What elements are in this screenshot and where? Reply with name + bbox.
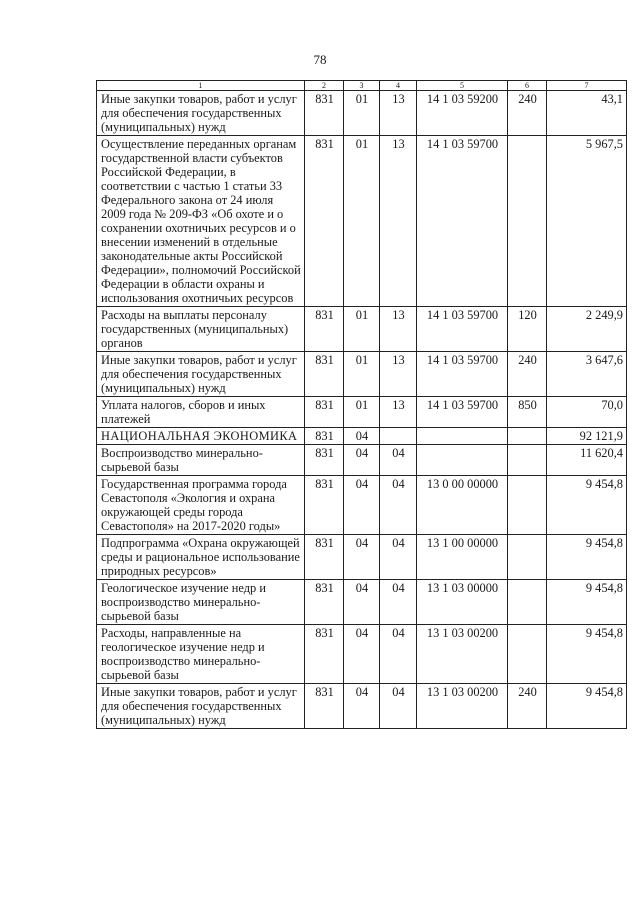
item-name-cell: Иные закупки товаров, работ и услуг для обеспечения государственных (муниципальных) нужд — [97, 352, 305, 397]
target-article-cell — [417, 445, 508, 476]
expense-type-cell: 120 — [508, 307, 547, 352]
item-name-cell: Иные закупки товаров, работ и услуг для обеспечения государственных (муниципальных) нужд — [97, 684, 305, 729]
target-article-cell: 13 0 00 00000 — [417, 476, 508, 535]
subsection-code-cell: 13 — [380, 352, 417, 397]
ministry-code-cell: 831 — [305, 580, 344, 625]
ministry-code-cell: 831 — [305, 428, 344, 445]
column-header: 2 — [305, 81, 344, 91]
subsection-code-cell: 13 — [380, 397, 417, 428]
target-article-cell — [417, 428, 508, 445]
item-name-cell: Подпрограмма «Охрана окружающей среды и рациональное использование природных ресурсов» — [97, 535, 305, 580]
item-name-cell: Воспроизводство минерально-сырьевой базы — [97, 445, 305, 476]
table-row — [97, 445, 627, 476]
expense-type-cell — [508, 535, 547, 580]
amount-cell: 9 454,8 — [547, 535, 627, 580]
item-name-cell: Государственная программа города Севастополя «Экология и охрана окружающей среды города Севастополя» на 2017-2020 годы» — [97, 476, 305, 535]
subsection-code-cell: 04 — [380, 445, 417, 476]
subsection-code-cell: 04 — [380, 535, 417, 580]
column-number-row — [97, 81, 627, 91]
target-article-cell: 13 1 03 00200 — [417, 684, 508, 729]
expense-type-cell: 240 — [508, 684, 547, 729]
column-header: 7 — [547, 81, 627, 91]
target-article-cell: 13 1 00 00000 — [417, 535, 508, 580]
item-name-cell: Геологическое изучение недр и воспроизводство минерально-сырьевой базы — [97, 580, 305, 625]
table-row — [97, 625, 627, 684]
item-name-cell: Расходы, направленные на геологическое изучение недр и воспроизводство минерально-сырьевой базы — [97, 625, 305, 684]
column-header: 3 — [344, 81, 380, 91]
amount-cell: 9 454,8 — [547, 476, 627, 535]
expense-type-cell — [508, 625, 547, 684]
subsection-code-cell: 04 — [380, 580, 417, 625]
ministry-code-cell: 831 — [305, 535, 344, 580]
section-code-cell: 04 — [344, 580, 380, 625]
item-name-cell: Иные закупки товаров, работ и услуг для обеспечения государственных (муниципальных) нужд — [97, 91, 305, 136]
subsection-code-cell: 04 — [380, 476, 417, 535]
column-header: 6 — [508, 81, 547, 91]
column-header: 5 — [417, 81, 508, 91]
ministry-code-cell: 831 — [305, 476, 344, 535]
item-name-cell: Уплата налогов, сборов и иных платежей — [97, 397, 305, 428]
table-row — [97, 397, 627, 428]
item-name-cell: Осуществление переданных органам государственной власти субъектов Российской Федерации, в соответствии с частью 1 статьи 33 Федерального закона от 24 июля 2009 года № 209-ФЗ «Об охоте и о сохранении охотничьих ресурсов и о внесении изменений в отдельные законодательные акты Российской Федерации», полномочий Российской Федерации в области охраны и использования охотничьих ресурсов — [97, 136, 305, 307]
expense-type-cell — [508, 445, 547, 476]
section-code-cell: 04 — [344, 535, 380, 580]
amount-cell: 3 647,6 — [547, 352, 627, 397]
target-article-cell: 13 1 03 00200 — [417, 625, 508, 684]
table-row — [97, 307, 627, 352]
ministry-code-cell: 831 — [305, 91, 344, 136]
section-code-cell: 01 — [344, 352, 380, 397]
ministry-code-cell: 831 — [305, 445, 344, 476]
target-article-cell: 14 1 03 59700 — [417, 397, 508, 428]
amount-cell: 92 121,9 — [547, 428, 627, 445]
page-number: 78 — [313, 52, 327, 67]
section-code-cell: 01 — [344, 91, 380, 136]
budget-table — [96, 80, 627, 729]
table-row — [97, 535, 627, 580]
table-row — [97, 684, 627, 729]
item-name-cell: НАЦИОНАЛЬНАЯ ЭКОНОМИКА — [97, 428, 305, 445]
section-code-cell: 01 — [344, 136, 380, 307]
table-row — [97, 136, 627, 307]
amount-cell: 9 454,8 — [547, 580, 627, 625]
section-code-cell: 04 — [344, 428, 380, 445]
subsection-code-cell: 04 — [380, 625, 417, 684]
target-article-cell: 14 1 03 59700 — [417, 136, 508, 307]
table-body — [97, 91, 627, 729]
ministry-code-cell: 831 — [305, 684, 344, 729]
amount-cell: 2 249,9 — [547, 307, 627, 352]
column-header: 1 — [97, 81, 305, 91]
ministry-code-cell: 831 — [305, 307, 344, 352]
subsection-code-cell: 04 — [380, 684, 417, 729]
ministry-code-cell: 831 — [305, 397, 344, 428]
amount-cell: 11 620,4 — [547, 445, 627, 476]
expense-type-cell: 850 — [508, 397, 547, 428]
target-article-cell: 14 1 03 59700 — [417, 352, 508, 397]
section-code-cell: 04 — [344, 684, 380, 729]
subsection-code-cell: 13 — [380, 136, 417, 307]
section-code-cell: 01 — [344, 397, 380, 428]
amount-cell: 9 454,8 — [547, 684, 627, 729]
section-code-cell: 04 — [344, 476, 380, 535]
ministry-code-cell: 831 — [305, 352, 344, 397]
table-row — [97, 476, 627, 535]
expense-type-cell — [508, 580, 547, 625]
expense-type-cell — [508, 476, 547, 535]
amount-cell: 9 454,8 — [547, 625, 627, 684]
expense-type-cell: 240 — [508, 352, 547, 397]
table-row — [97, 580, 627, 625]
column-header: 4 — [380, 81, 417, 91]
section-code-cell: 04 — [344, 445, 380, 476]
table-row — [97, 352, 627, 397]
subsection-code-cell: 13 — [380, 91, 417, 136]
section-code-cell: 04 — [344, 625, 380, 684]
table-row — [97, 428, 627, 445]
expense-type-cell — [508, 136, 547, 307]
amount-cell: 70,0 — [547, 397, 627, 428]
amount-cell: 5 967,5 — [547, 136, 627, 307]
subsection-code-cell: 13 — [380, 307, 417, 352]
expense-type-cell — [508, 428, 547, 445]
item-name-cell: Расходы на выплаты персоналу государственных (муниципальных) органов — [97, 307, 305, 352]
target-article-cell: 14 1 03 59200 — [417, 91, 508, 136]
target-article-cell: 14 1 03 59700 — [417, 307, 508, 352]
target-article-cell: 13 1 03 00000 — [417, 580, 508, 625]
expense-type-cell: 240 — [508, 91, 547, 136]
ministry-code-cell: 831 — [305, 136, 344, 307]
amount-cell: 43,1 — [547, 91, 627, 136]
section-code-cell: 01 — [344, 307, 380, 352]
ministry-code-cell: 831 — [305, 625, 344, 684]
subsection-code-cell — [380, 428, 417, 445]
table-row — [97, 91, 627, 136]
